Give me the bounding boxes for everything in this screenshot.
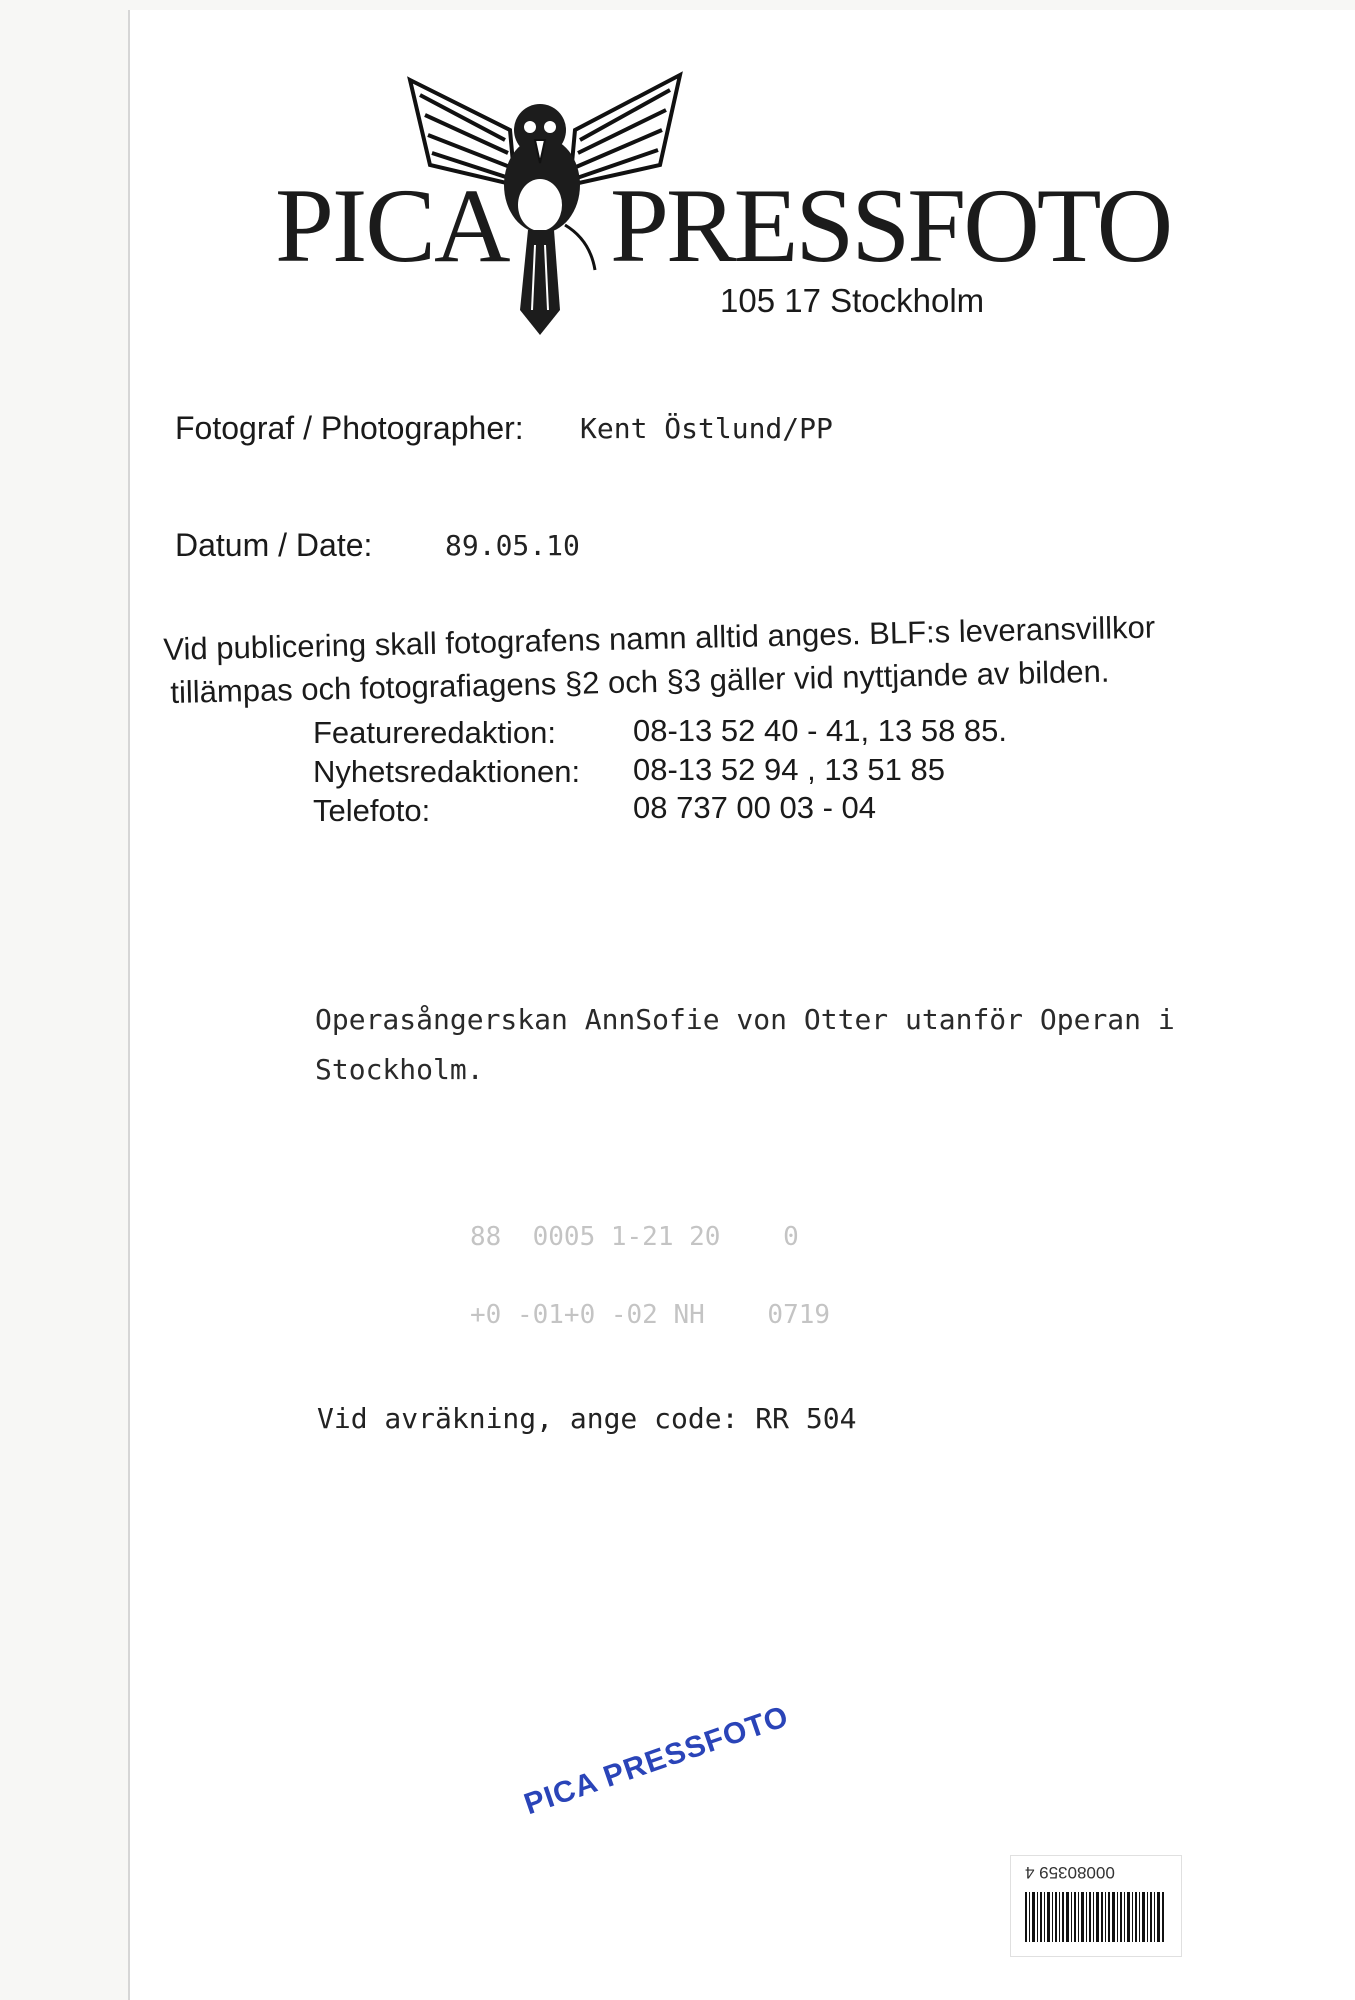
billing-code: Vid avräkning, ange code: RR 504 — [317, 1402, 857, 1435]
date-value: 89.05.10 — [445, 529, 580, 562]
contact-value-feature: 08-13 52 40 - 41, 13 58 85. — [633, 713, 1008, 748]
caption-line-1: Operasångerskan AnnSofie von Otter utanför Operan i — [315, 1003, 1175, 1036]
address: 105 17 Stockholm — [720, 282, 985, 319]
caption-line-2: Stockholm. — [315, 1053, 484, 1086]
barcode-label — [1010, 1855, 1182, 1957]
contact-value-telefoto: 08 737 00 03 - 04 — [633, 790, 877, 825]
barcode-number: 00080359 4 — [1025, 1863, 1115, 1882]
code-line-2: +0 -01+0 -02 NH 0719 — [470, 1300, 831, 1330]
contact-value-news: 08-13 52 94 , 13 51 85 — [633, 752, 945, 787]
notice-line-1: Vid publicering skall fotografens namn alltid anges. BLF:s leveransvillkor — [163, 609, 1156, 667]
date-label: Datum / Date: — [175, 527, 373, 563]
logo-text-pica: PICA — [275, 167, 509, 284]
contact-label-news: Nyhetsredaktionen: — [313, 754, 581, 789]
pica-pressfoto-stamp: PICA PRESSFOTO — [520, 1699, 794, 1822]
contact-label-telefoto: Telefoto: — [313, 793, 431, 828]
logo-text-pressfoto: PRESSFOTO — [610, 167, 1171, 284]
contact-label-feature: Featureredaktion: — [313, 715, 556, 750]
notice-line-2: tillämpas och fotografiagens §2 och §3 gäller vid nyttjande av bilden. — [170, 653, 1110, 710]
photographer-label: Fotograf / Photographer: — [175, 410, 524, 446]
code-line-1: 88 0005 1-21 20 0 — [470, 1222, 799, 1252]
photographer-value: Kent Östlund/PP — [580, 412, 833, 445]
barcode-icon — [1025, 1892, 1165, 1942]
